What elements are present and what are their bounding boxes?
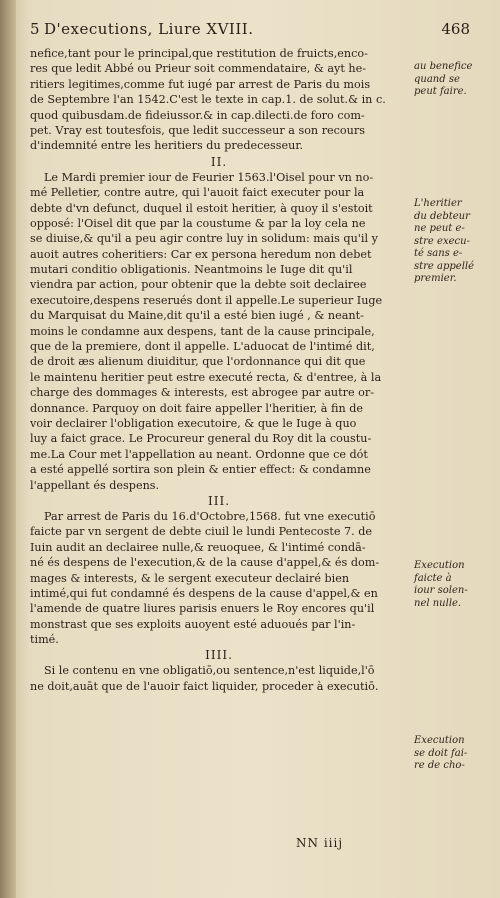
text-line: ritiers legitimes,comme fut iugé par arrest de Paris du mois	[30, 77, 371, 91]
text-line: nefice,tant pour le principal,que restitution de fruicts,enco-	[30, 47, 368, 60]
margin-line: iour solen-	[414, 585, 468, 596]
text-line: d'indemnité entre les heritiers du predecesseur.	[30, 139, 304, 153]
section-heading: II.	[210, 154, 228, 169]
running-header	[30, 20, 470, 42]
margin-note-1	[414, 61, 494, 99]
text-line: mages & interests, & le sergent executeur declairé bien	[30, 571, 350, 585]
margin-line: nel nulle.	[414, 597, 462, 609]
text-line: luy a faict grace. Le Procureur general du Roy dit la coustu-	[30, 432, 372, 446]
text-line: me.La Cour met l'appellation au neant. Ordonne que ce dót	[30, 447, 368, 461]
margin-line: re de cho-	[414, 760, 465, 771]
text-line: pet. Vray est toutesfois, que ledit successeur a son recours	[30, 123, 365, 137]
header-left-mark: 5	[30, 20, 40, 38]
margin-line: Execution	[414, 560, 465, 571]
margin-line: peut faire.	[414, 86, 467, 97]
margin-line: se doit fai-	[414, 747, 468, 759]
text-line: que de la premiere, dont il appelle. L'aduocat de l'intimé dit,	[30, 340, 375, 354]
text-line: intimé,qui fut condamné és despens de la cause d'appel,& en	[30, 586, 378, 600]
text-line: monstrast que ses exploits auoyent esté aduoués par l'in-	[30, 617, 356, 631]
margin-line: premier.	[414, 273, 457, 284]
text-line: de Septembre l'an 1542.C'est le texte in cap.1. de solut.& in c.	[30, 93, 386, 107]
section-heading: IIII.	[205, 648, 233, 663]
main-text	[30, 46, 408, 694]
margin-line: stre appellé	[414, 260, 475, 272]
text-line: Par arrest de Paris du 16.d'Octobre,1568. fut vne executiō	[44, 509, 376, 523]
text-line: timé.	[30, 633, 59, 647]
text-line: se diuise,& qu'il a peu agir contre luy in solidum: mais qu'il y	[30, 232, 378, 246]
text-line: ne doit,auāt que de l'auoir faict liquider, proceder à executiō.	[30, 679, 379, 693]
text-line: l'amende de quatre liures parisis enuers le Roy encores qu'il	[30, 602, 375, 616]
margin-line: faicte à	[414, 572, 452, 584]
text-line: faicte par vn sergent de debte ciuil le lundi Pentecoste 7. de	[30, 525, 373, 539]
text-line: mé Pelletier, contre autre, qui l'auoit faict executer pour la	[30, 186, 365, 200]
text-line: viendra par action, pour obtenir que la debte soit declairee	[30, 278, 367, 292]
margin-note-3	[414, 560, 494, 610]
text-line: res que ledit Abbé ou Prieur soit commendataire, & ayt he-	[30, 62, 367, 76]
page-number: 468	[441, 20, 470, 38]
margin-line: du debteur	[414, 210, 470, 222]
text-line: Le Mardi premier iour de Feurier 1563.l'Oisel pour vn no-	[44, 170, 374, 184]
text-line: Iuin audit an declairee nulle,& reuoquee, & l'intimé condā-	[30, 540, 366, 554]
text-line: executoire,despens reserués dont il appelle.Le superieur Iuge	[30, 293, 383, 307]
margin-line: quand se	[414, 73, 460, 85]
margin-line: L'heritier	[414, 198, 462, 209]
section-heading: III.	[207, 493, 231, 508]
text-line: moins le condamne aux despens, tant de la cause principale,	[30, 324, 375, 338]
text-line: donnance. Parquoy on doit faire appeller l'heritier, à fin de	[30, 401, 363, 415]
text-line: quod quibusdam.de fideiussor.& in cap.dilecti.de foro com-	[30, 108, 365, 122]
margin-line: stre execu-	[414, 235, 470, 247]
text-line: mutari conditio obligationis. Neantmoins le Iuge dit qu'il	[30, 263, 353, 277]
text-line: charge des dommages & interests, est abrogee par autre or-	[30, 386, 375, 400]
text-line: de droit æs alienum diuiditur, que l'ordonnance qui dit que	[30, 355, 366, 369]
text-line: voir declairer l'obligation executoire, & que le Iuge à quo	[30, 416, 357, 430]
text-line: né és despens de l'execution,& de la cause d'appel,& és dom-	[30, 556, 380, 570]
text-line: debte d'vn defunct, duquel il estoit heritier, à quoy il s'estoit	[30, 201, 373, 215]
text-line: a esté appellé sortira son plein & entier effect: & condamne	[30, 463, 371, 477]
text-line: auoit autres coheritiers: Car ex persona heredum non debet	[30, 247, 372, 261]
page-gutter	[0, 0, 16, 898]
margin-line: té sans e-	[414, 248, 463, 259]
margin-line: Execution	[414, 735, 465, 746]
margin-note-2	[414, 198, 494, 286]
margin-line: au benefice	[414, 61, 473, 72]
text-line: le maintenu heritier peut estre executé recta, & d'entree, à la	[30, 370, 382, 384]
header-title: D'executions, Liure XVIII.	[44, 20, 254, 38]
margin-line: ne peut e-	[414, 223, 465, 234]
margin-note-4	[414, 735, 494, 773]
text-line: du Marquisat du Maine,dit qu'il a esté bien iugé , & neant-	[30, 309, 364, 323]
text-line: opposé: l'Oisel dit que par la coustume & par la loy cela ne	[30, 216, 366, 230]
signature-mark: NN iiij	[296, 836, 344, 850]
text-line: Si le contenu en vne obligatiō,ou sentence,n'est liquide,l'ō	[44, 664, 375, 678]
text-line: l'appellant és despens.	[30, 478, 160, 492]
